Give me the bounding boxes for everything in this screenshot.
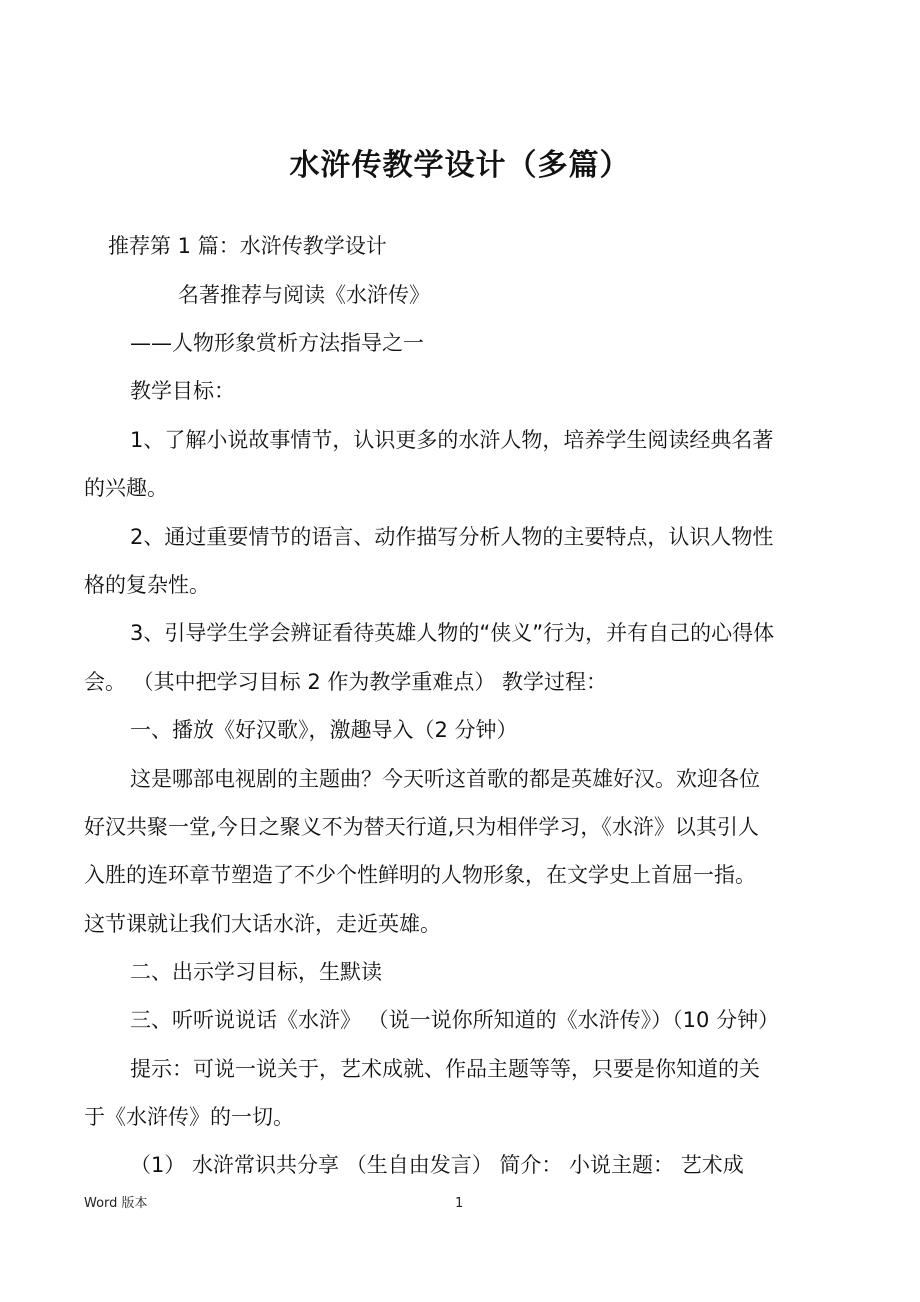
paragraph-line: 推荐第 1 篇：水浒传教学设计	[108, 234, 387, 258]
paragraph-line: 的兴趣。	[84, 476, 168, 500]
paragraph-line: 于《水浒传》的一切。	[84, 1105, 294, 1129]
paragraph-line: 提示：可说一说关于，艺术成就、作品主题等等，只要是你知道的关	[130, 1057, 760, 1081]
page-number: 1	[455, 1196, 464, 1211]
paragraph-line: 2、通过重要情节的语言、动作描写分析人物的主要特点，认识人物性	[130, 525, 774, 549]
paragraph-line: ——人物形象赏析方法指导之一	[130, 331, 424, 355]
page-title: 水浒传教学设计（多篇）	[289, 148, 631, 183]
paragraph-line: 会。 （其中把学习目标 2 作为教学重难点） 教学过程：	[84, 670, 608, 694]
paragraph-line: 教学目标：	[130, 379, 235, 403]
paragraph-line: 这是哪部电视剧的主题曲？今天听这首歌的都是英雄好汉。欢迎各位	[130, 767, 760, 791]
footer-label: Word 版本	[84, 1196, 148, 1211]
paragraph-line: 这节课就让我们大话水浒，走近英雄。	[84, 912, 441, 936]
paragraph-line: 一、播放《好汉歌》，激趣导入（2 分钟）	[130, 718, 518, 742]
paragraph-line: 1、了解小说故事情节，认识更多的水浒人物，培养学生阅读经典名著	[130, 428, 774, 452]
paragraph-line: 3、引导学生学会辨证看待英雄人物的“侠义”行为，并有自己的心得体	[130, 621, 775, 645]
paragraph-line: 入胜的连环章节塑造了不少个性鲜明的人物形象，在文学史上首屈一指。	[84, 863, 756, 887]
paragraph-line: 二、出示学习目标，生默读	[130, 960, 382, 984]
paragraph-line: 格的复杂性。	[84, 573, 210, 597]
paragraph-line: 好汉共聚一堂,今日之聚义不为替天行道,只为相伴学习，《水浒》以其引人	[84, 815, 759, 839]
paragraph-line: 三、听听说说话《水浒》 （说一说你所知道的《水浒传》）（10 分钟）	[130, 1008, 780, 1032]
paragraph-line: （1） 水浒常识共分享 （生自由发言） 简介： 小说主题： 艺术成	[130, 1153, 744, 1177]
paragraph-line: 名著推荐与阅读《水浒传》	[178, 283, 430, 307]
